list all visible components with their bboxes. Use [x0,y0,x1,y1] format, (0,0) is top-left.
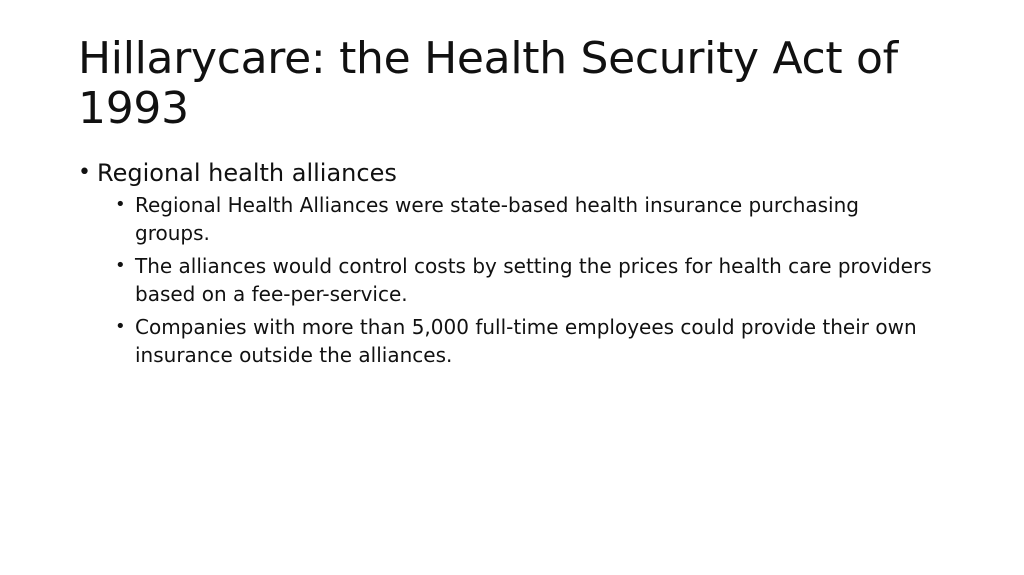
bullet-icon: • [115,255,126,276]
sub-bullet-text: Regional Health Alliances were state-based health insurance purchasing groups. [135,193,859,245]
sub-bullet-text: Companies with more than 5,000 full-time employees could provide their own insurance outside the alliances. [135,315,917,367]
sub-bullet-list [115,191,938,369]
bullet-icon: • [115,194,126,215]
bullet-icon: • [78,160,91,185]
sub-bullet-item-control-costs [115,252,938,308]
bullet-item-regional-health-alliances [78,156,938,369]
bullet-list [78,156,938,369]
sub-bullet-item-large-companies [115,313,938,369]
slide-title: Hillarycare: the Health Security Act of 1993 [78,33,898,134]
bullet-text: Regional health alliances [97,159,397,187]
sub-bullet-text: The alliances would control costs by setting the prices for health care providers based on a fee-per-service. [135,254,932,306]
bullet-icon: • [115,316,126,337]
sub-bullet-item-state-based-groups [115,191,938,247]
slide-content [78,156,938,374]
